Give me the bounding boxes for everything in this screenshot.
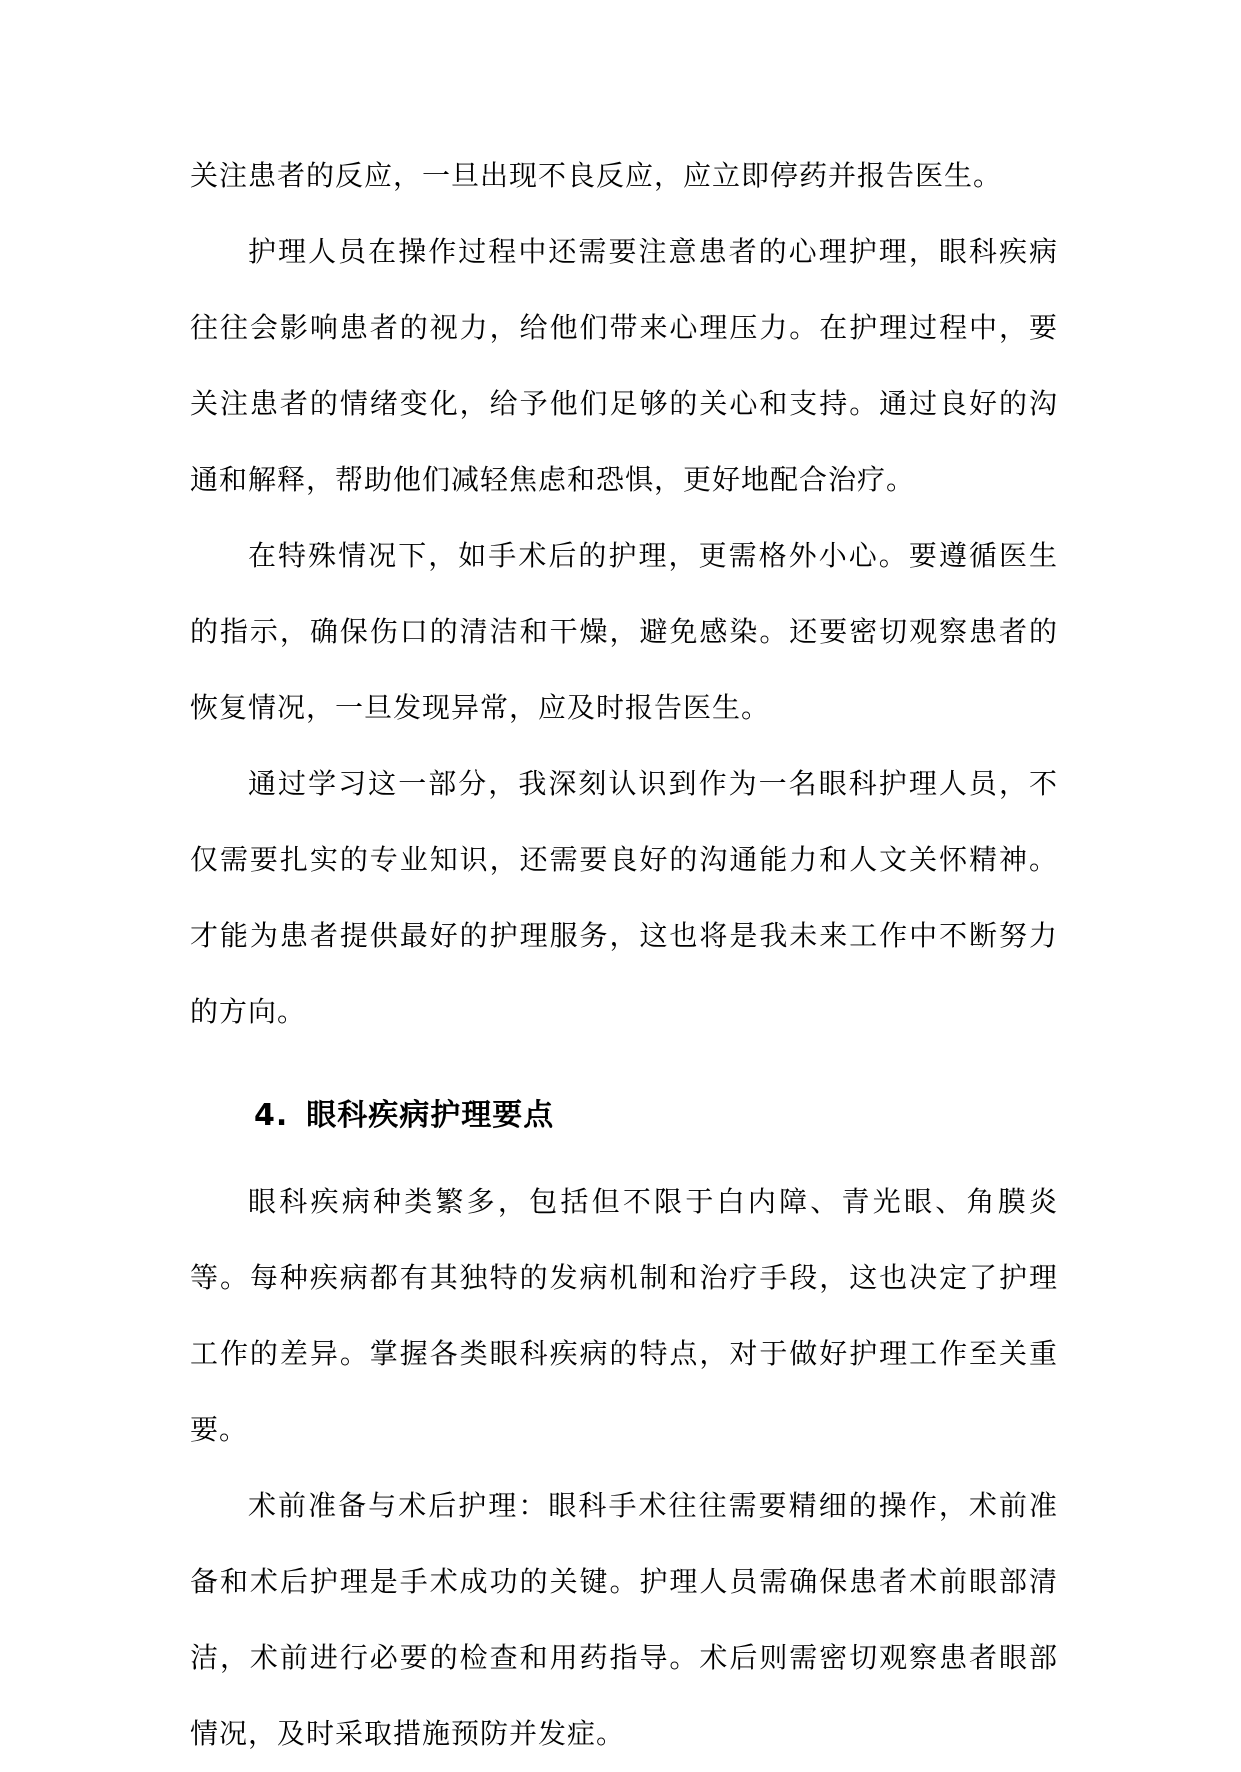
paragraph-special-cases: 在特殊情况下，如手术后的护理，更需格外小心。要遵循医生的指示，确保伤口的清洁和干燥，避免感染。还要密切观察患者的恢复情况，一旦发现异常，应及时报告医生。 (190, 539, 1058, 724)
paragraph-continuation: 关注患者的反应，一旦出现不良反应，应立即停药并报告医生。 (190, 159, 1003, 192)
paragraph-reflection: 通过学习这一部分，我深刻认识到作为一名眼科护理人员，不仅需要扎实的专业知识，还需要良好的沟通能力和人文关怀精神。才能为患者提供最好的护理服务，这也将是我未来工作中不断努力的方向。 (190, 767, 1058, 1028)
section-title: 眼科疾病护理要点 (306, 1098, 555, 1133)
section-number: 4. (254, 1098, 289, 1133)
paragraph-psychological-care: 护理人员在操作过程中还需要注意患者的心理护理，眼科疾病往往会影响患者的视力，给他们带来心理压力。在护理过程中，要关注患者的情绪变化，给予他们足够的关心和支持。通过良好的沟通和解释，帮助他们减轻焦虑和恐惧，更好地配合治疗。 (190, 235, 1058, 496)
paragraph-disease-types: 眼科疾病种类繁多，包括但不限于白内障、青光眼、角膜炎等。每种疾病都有其独特的发病机制和治疗手段，这也决定了护理工作的差异。掌握各类眼科疾病的特点，对于做好护理工作至关重要。 (190, 1185, 1058, 1446)
document-body (190, 138, 1058, 1772)
section-heading (190, 1068, 1058, 1164)
paragraph-surgery-care: 术前准备与术后护理：眼科手术往往需要精细的操作，术前准备和术后护理是手术成功的关键。护理人员需确保患者术前眼部清洁，术前进行必要的检查和用药指导。术后则需密切观察患者眼部情况，及时采取措施预防并发症。 (190, 1489, 1058, 1750)
